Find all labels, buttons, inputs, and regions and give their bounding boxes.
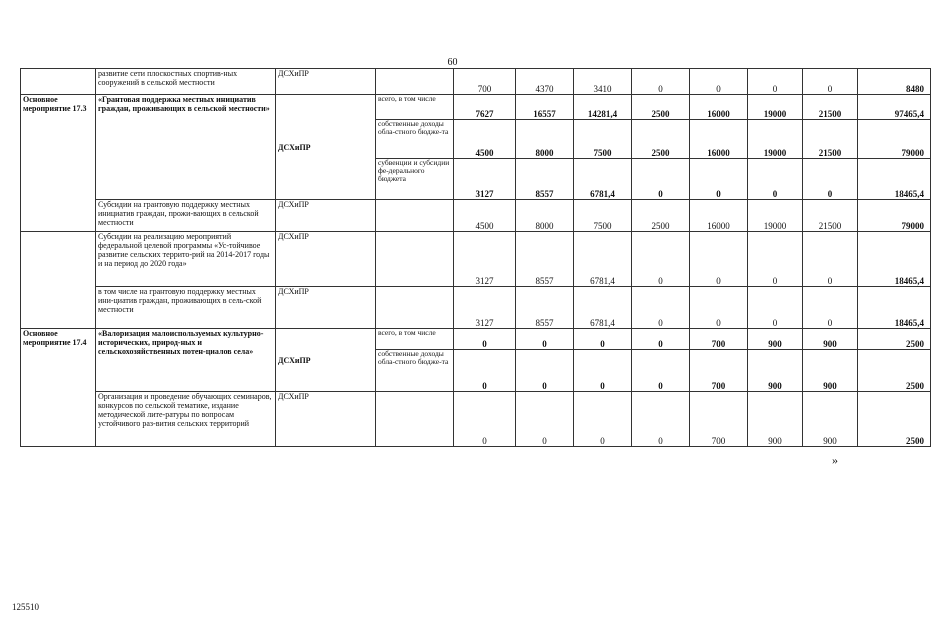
cell-value: 7500 [574,200,632,232]
cell-value: 2500 [632,120,690,159]
cell-executor: ДСХиПР [276,200,376,232]
cell-value: 0 [632,232,690,287]
cell-value: 4500 [454,200,516,232]
cell-value: 0 [516,392,574,447]
cell-source [376,69,454,95]
cell-executor: ДСХиПР [276,287,376,329]
cell-total: 2500 [858,329,931,350]
cell-value: 0 [803,232,858,287]
cell-value: 0 [454,329,516,350]
cell-executor: ДСХиПР [276,329,376,392]
cell-activity [21,69,96,95]
cell-value: 0 [690,69,748,95]
cell-value: 6781,4 [574,232,632,287]
cell-value: 0 [516,329,574,350]
cell-total: 79000 [858,120,931,159]
cell-value: 0 [803,159,858,200]
cell-source: всего, в том числе [376,329,454,350]
table-row [21,69,931,95]
cell-source [376,232,454,287]
cell-value: 0 [516,350,574,392]
cell-value: 0 [748,69,803,95]
activity-code: Основное мероприятие 17.4 [21,329,96,447]
cell-value: 19000 [748,120,803,159]
cell-description: Субсидии на грантовую поддержку местных инициатив граждан, прожи-вающих в сельской местности [96,200,276,232]
cell-value: 7627 [454,95,516,120]
activity-title: «Грантовая поддержка местных инициатив граждан, проживающих в сельской местности» [96,95,276,200]
cell-value: 0 [803,287,858,329]
cell-value: 700 [690,392,748,447]
cell-value: 900 [803,392,858,447]
cell-value: 16000 [690,120,748,159]
cell-value: 900 [803,329,858,350]
cell-total: 79000 [858,200,931,232]
cell-description: Организация и проведение обучающих семинаров, конкурсов по сельской тематике, издание методической лите-ратуры по вопросам устойчивого раз-вития сельских территорий [96,392,276,447]
cell-source: всего, в том числе [376,95,454,120]
cell-value: 4370 [516,69,574,95]
cell-value: 8557 [516,287,574,329]
cell-value: 0 [632,350,690,392]
cell-value: 3127 [454,159,516,200]
cell-value: 2500 [632,200,690,232]
cell-value: 3410 [574,69,632,95]
cell-total: 18465,4 [858,159,931,200]
cell-value: 700 [690,329,748,350]
cell-source [376,200,454,232]
cell-value: 0 [690,159,748,200]
cell-source: собственные доходы обла-стного бюдже-та [376,120,454,159]
page-number: 60 [447,57,458,68]
cell-value: 6781,4 [574,159,632,200]
cell-total: 18465,4 [858,232,931,287]
cell-value: 0 [574,329,632,350]
cell-value: 0 [632,159,690,200]
cell-value: 4500 [454,120,516,159]
cell-value: 900 [748,329,803,350]
cell-value: 700 [690,350,748,392]
activity-code: Основное мероприятие 17.3 [21,95,96,232]
cell-value: 0 [632,69,690,95]
cell-value: 0 [454,350,516,392]
cell-value: 3127 [454,287,516,329]
cell-source [376,287,454,329]
cell-value: 0 [748,159,803,200]
cell-value: 0 [632,287,690,329]
cell-executor: ДСХиПР [276,232,376,287]
cell-total: 8480 [858,69,931,95]
cell-value: 0 [690,232,748,287]
cell-value: 8557 [516,232,574,287]
cell-value: 0 [574,350,632,392]
cell-value: 0 [748,287,803,329]
table-row [21,95,931,120]
cell-value: 21500 [803,95,858,120]
cell-value: 6781,4 [574,287,632,329]
footer-code: 125510 [12,602,39,612]
cell-value: 900 [748,350,803,392]
cell-executor: ДСХиПР [276,392,376,447]
activity-title: «Валоризация малоиспользуемых культурно-исторических, природ-ных и сельскохозяйственных потен-циалов села» [96,329,276,392]
cell-value: 8000 [516,120,574,159]
cell-value: 0 [574,392,632,447]
budget-table [20,68,931,447]
cell-value: 8557 [516,159,574,200]
cell-value: 19000 [748,95,803,120]
cell-value: 16000 [690,200,748,232]
cell-value: 7500 [574,120,632,159]
cell-value: 0 [632,392,690,447]
cell-value: 900 [748,392,803,447]
cell-value: 0 [803,69,858,95]
cell-value: 19000 [748,200,803,232]
cell-source: собственные доходы обла-стного бюдже-та [376,350,454,392]
cell-source [376,392,454,447]
table-row [21,392,931,447]
cell-value: 0 [454,392,516,447]
table-row [21,329,931,350]
cell-description: развитие сети плоскостных спортив-ных сооружений в сельской местности [96,69,276,95]
cell-total: 18465,4 [858,287,931,329]
table-row [21,287,931,329]
cell-value: 0 [748,232,803,287]
cell-total: 2500 [858,392,931,447]
cell-value: 8000 [516,200,574,232]
cell-value: 16557 [516,95,574,120]
cell-activity [21,232,96,329]
cell-executor: ДСХиПР [276,69,376,95]
cell-source: субвенции и субсидии фе-дерального бюджета [376,159,454,200]
cell-value: 2500 [632,95,690,120]
cell-value: 14281,4 [574,95,632,120]
cell-total: 2500 [858,350,931,392]
cell-executor: ДСХиПР [276,95,376,200]
cell-value: 21500 [803,120,858,159]
cell-total: 97465,4 [858,95,931,120]
table-row [21,200,931,232]
table-row [21,232,931,287]
cell-value: 21500 [803,200,858,232]
cell-value: 0 [632,329,690,350]
closing-quote-mark: » [832,453,838,467]
cell-value: 700 [454,69,516,95]
cell-description: Субсидии на реализацию мероприятий федеральной целевой программы «Ус-тойчивое развитие сельских террито-рий на 2014-2017 годы и на период до 2020 года» [96,232,276,287]
cell-value: 3127 [454,232,516,287]
cell-value: 16000 [690,95,748,120]
cell-value: 0 [690,287,748,329]
cell-value: 900 [803,350,858,392]
cell-description: в том числе на грантовую поддержку местных ини-циатив граждан, проживающих в сель-ской местности [96,287,276,329]
